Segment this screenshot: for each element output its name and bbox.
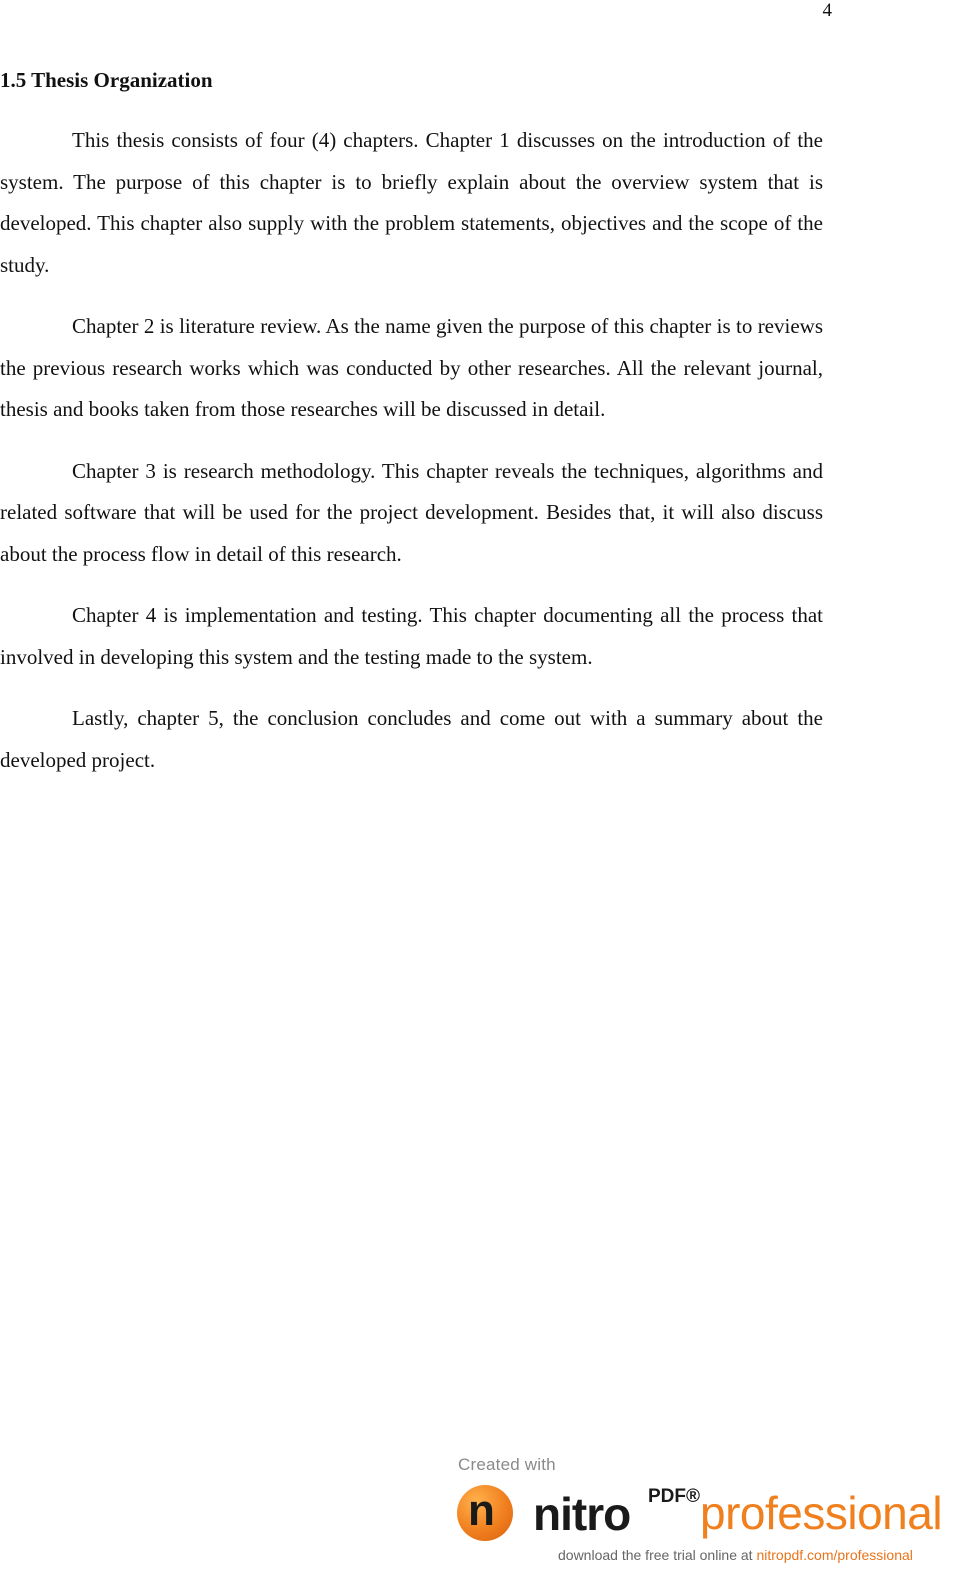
watermark-download-url: nitropdf.com/professional: [756, 1547, 913, 1563]
watermark-download-prefix: download the free trial online at: [558, 1547, 757, 1563]
paragraph-chapter-4: Chapter 4 is implementation and testing. This chapter documenting all the process that involved in developing this system and the testing made to the system.: [0, 603, 823, 669]
watermark-download-line: [558, 1547, 913, 1563]
nitro-watermark: [455, 1455, 955, 1580]
watermark-product: professional: [700, 1487, 943, 1539]
body-text: [0, 120, 823, 801]
watermark-brand: nitro: [533, 1488, 631, 1540]
paragraph-chapter-3: Chapter 3 is research methodology. This chapter reveals the techniques, algorithms and related software that will be used for the project development. Besides that, it will also discuss about the process flow in detail of this research.: [0, 458, 823, 566]
nitro-logo-letter: n: [468, 1486, 495, 1535]
paragraph-chapter-5: Lastly, chapter 5, the conclusion concludes and come out with a summary about the developed project.: [0, 706, 823, 772]
paragraph-chapter-1: This thesis consists of four (4) chapters. Chapter 1 discusses on the introduction of the system. The purpose of this chapter is to briefly explain about the overview system that is developed. This chapter also supply with the problem statements, objectives and the scope of the study.: [0, 128, 823, 277]
paragraph-chapter-2: Chapter 2 is literature review. As the name given the purpose of this chapter is to reviews the previous research works which was conducted by other researches. All the relevant journal, thesis and books taken from those researches will be discussed in detail.: [0, 314, 823, 421]
page-number: 4: [822, 0, 832, 21]
section-heading: 1.5 Thesis Organization: [0, 68, 213, 92]
watermark-created-with: Created with: [458, 1455, 556, 1474]
watermark-brand-superscript: PDF®: [648, 1486, 700, 1507]
